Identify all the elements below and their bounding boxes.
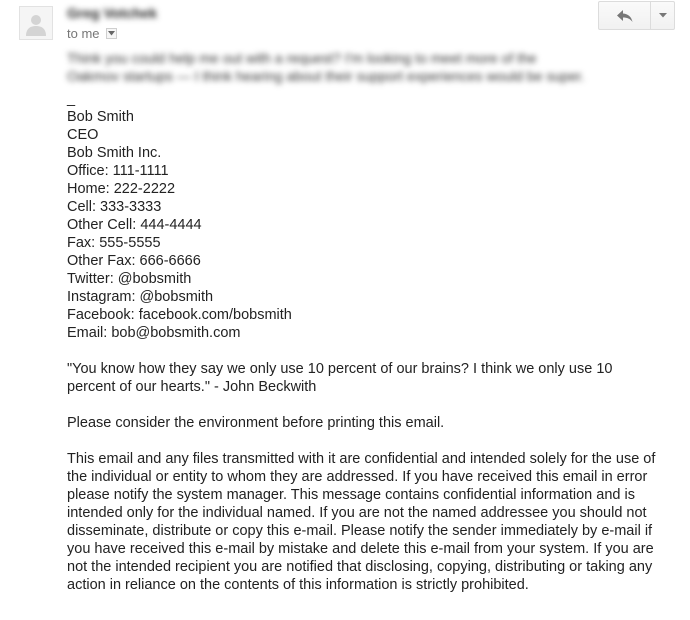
signature-line: Bob Smith Inc. <box>67 145 162 161</box>
avatar[interactable] <box>19 6 53 40</box>
signature-line: Facebook: facebook.com/bobsmith <box>67 307 292 323</box>
reply-icon <box>617 10 633 22</box>
message-intro-line-2: Oakmov startups — I think hearing about their support experiences would be super. <box>67 68 585 84</box>
more-actions-button[interactable] <box>651 2 674 29</box>
signature-line: Instagram: @bobsmith <box>67 289 214 305</box>
signature-line: Other Fax: 666-6666 <box>67 253 201 269</box>
signature-delimiter: _ <box>67 91 76 107</box>
sender-name[interactable]: Greg Votchek <box>67 5 157 21</box>
signature-line: Email: bob@bobsmith.com <box>67 325 241 341</box>
recipient-label: to me <box>67 26 100 41</box>
person-icon <box>23 10 49 36</box>
reply-button-group <box>598 1 675 30</box>
signature-line: Home: 222-2222 <box>67 181 176 197</box>
chevron-down-icon <box>659 13 667 18</box>
recipient-details-button[interactable] <box>106 28 117 39</box>
message-intro-line-1: Think you could help me out with a request? I'm looking to meet more of the <box>67 50 537 66</box>
signature-line: Twitter: @bobsmith <box>67 271 192 287</box>
signature-line: Office: 111-1111 <box>67 163 169 179</box>
confidentiality-disclaimer: This email and any files transmitted with it are confidential and intended solely for the use of the individual or entity to whom they are addressed. If you have received this email in error please notify the system manager. This message contains confidential information and is intended only for the individual named. If you are not the named addressee you should not disseminate, distribute or copy this e-mail. Please notify the sender immediately by e-mail if you have received this e-mail by mistake and delete this e-mail from your system. If you are not the intended recipient you are notified that disclosing, copying, distributing or taking any action in reliance on the contents of this information is strictly prohibited. <box>67 451 656 593</box>
environment-note: Please consider the environment before printing this email. <box>67 415 445 431</box>
signature-line: CEO <box>67 127 99 143</box>
chevron-down-icon <box>108 31 115 36</box>
reply-button[interactable] <box>599 2 651 29</box>
recipient-line <box>67 26 117 41</box>
message-body <box>67 90 657 594</box>
signature-line: Cell: 333-3333 <box>67 199 162 215</box>
signature-line: Other Cell: 444-4444 <box>67 217 202 233</box>
signature-quote: "You know how they say we only use 10 percent of our brains? I think we only use 10 percent of our hearts." - John Beckwith <box>67 361 613 395</box>
signature-line: Bob Smith <box>67 109 134 125</box>
signature-line: Fax: 555-5555 <box>67 235 161 251</box>
